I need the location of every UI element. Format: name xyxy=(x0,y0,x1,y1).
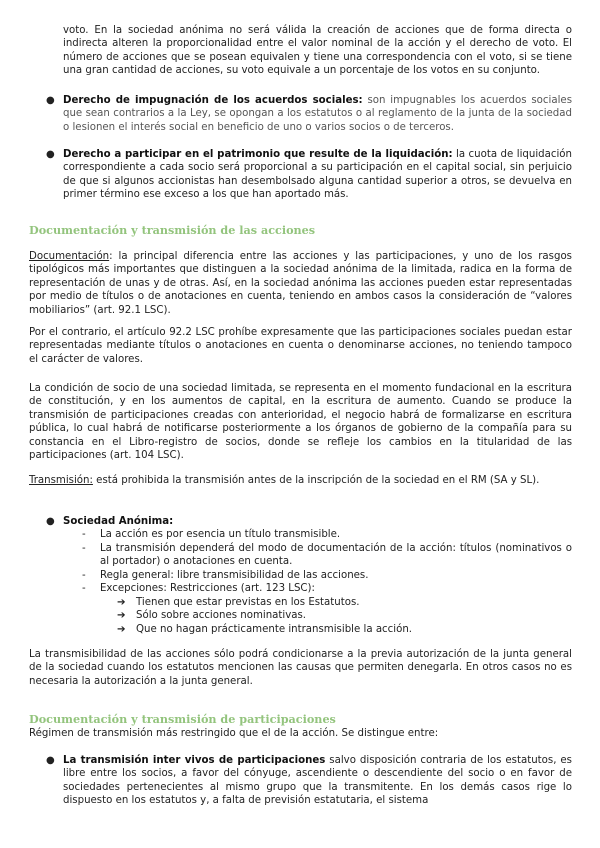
dash-icon: - xyxy=(82,529,86,540)
bullet-title: Derecho de impugnación de los acuerdos sociales: xyxy=(63,95,363,106)
bullet-icon: ● xyxy=(46,755,55,766)
paragraph-text: está prohibida la transmisión antes de la inscripción de la sociedad en el RM (SA y SL). xyxy=(92,475,540,486)
bullet-impugnacion xyxy=(63,94,572,134)
section-heading-acciones: Documentación y transmisión de las acciones xyxy=(29,223,316,237)
sub-list-item: Tienen que estar previstas en los Estatutos. xyxy=(136,597,360,608)
paragraph-condicion-socio: La condición de socio de una sociedad limitada, se representa en el momento fundacional en la escritura de constitución, y en los aumentos de capital, en la escritura de aumento. Cuando se produce la transmisión de participaciones creadas con anterioridad, el negocio habrá de formalizarse en escritura pública, lo cual habrá de notificarse posteriormente a los órganos de gobierno de la compañía para su constancia en el Libro-registro de socios, donde se refleje los cambios en la titularidad de las participaciones (art. 104 LSC). xyxy=(29,383,572,462)
list-item: La acción es por esencia un título transmisible. xyxy=(100,529,341,540)
bullet-inter-vivos xyxy=(63,754,572,808)
bullet-title: La transmisión inter vivos de participaciones xyxy=(63,755,326,766)
paragraph-text: : la principal diferencia entre las acciones y las participaciones, y uno de los rasgos tipológicos más importantes que distinguen a la sociedad anónima de la limitada, radica en la forma de representación de unas y de otras. Así, en la sociedad anónima las acciones pueden estar representadas por medio de títulos o de anotaciones en cuenta, teniendo en ambos casos la consideración de “valores mobiliarios” (art. 92.1 LSC). xyxy=(29,251,572,316)
bullet-icon: ● xyxy=(46,149,55,160)
list-item: Regla general: libre transmisibilidad de las acciones. xyxy=(100,570,369,581)
bullet-liquidacion xyxy=(63,148,572,202)
bullet-text: son impugnables los acuerdos sociales que sean contrarios a la Ley, se opongan a los estatutos o al reglamento de la junta de la sociedad o lesionen el interés social en beneficio de uno o varios socios o de terceros. xyxy=(63,95,572,133)
bullet-icon: ● xyxy=(46,516,55,527)
bullet-title: Sociedad Anónima: xyxy=(63,516,174,527)
term-label: Transmisión: xyxy=(29,475,93,486)
paragraph-documentacion xyxy=(29,250,572,317)
sub-list-item: Que no hagan prácticamente intransmisible la acción. xyxy=(136,624,413,635)
bullet-title: Derecho a participar en el patrimonio que resulte de la liquidación: xyxy=(63,149,453,160)
list-item: Excepciones: Restricciones (art. 123 LSC): xyxy=(100,583,315,594)
section-heading-participaciones: Documentación y transmisión de participaciones xyxy=(29,712,336,726)
paragraph-transmision xyxy=(29,474,572,487)
bullet-icon: ● xyxy=(46,95,55,106)
paragraph-voto: voto. En la sociedad anónima no será válida la creación de acciones que de forma directa o indirecta alteren la proporcionalidad entre el valor nominal de la acción y el derecho de voto. El número de acciones que se posean equivalen y tiene una correspondencia con el voto, si se tiene una gran cantidad de acciones, su voto equivale a un porcentaje de los votos en su conjunto. xyxy=(63,25,572,77)
term-label: Documentación xyxy=(29,251,110,262)
paragraph-art-92-2: Por el contrario, el artículo 92.2 LSC prohíbe expresamente que las participaciones sociales puedan estar representadas mediante títulos o anotaciones en cuenta o denominarse acciones, no teniendo tampoco el carácter de valores. xyxy=(29,327,572,365)
list-item: La transmisión dependerá del modo de documentación de la acción: títulos (nominativos o al portador) o anotaciones en cuenta. xyxy=(100,543,572,568)
sub-list-item: Sólo sobre acciones nominativas. xyxy=(136,610,307,621)
arrow-right-icon: ➔ xyxy=(117,597,126,608)
dash-icon: - xyxy=(82,543,86,554)
dash-icon: - xyxy=(82,570,86,581)
bullet-sociedad-anonima xyxy=(63,515,572,528)
dash-icon: - xyxy=(82,583,86,594)
arrow-right-icon: ➔ xyxy=(117,624,126,635)
arrow-right-icon: ➔ xyxy=(117,610,126,621)
bullet-text: la cuota de liquidación correspondiente a cada socio será proporcional a su participación en el capital social, sin perjuicio de que si algunos accionistas han desembolsado alguna cantidad superior a otros, se devuelva en primer término ese exceso a los que han aportado más. xyxy=(63,149,572,201)
paragraph-regimen: Régimen de transmisión más restringido que el de la acción. Se distingue entre: xyxy=(29,728,439,739)
paragraph-transmisibilidad: La transmisibilidad de las acciones sólo podrá condicionarse a la previa autorización de la junta general de la sociedad cuando los estatutos mencionen las causas que permiten denegarla. En otros casos no es necesaria la autorización a la junta general. xyxy=(29,649,572,687)
bullet-text: salvo disposición contraria de los estatutos, es libre entre los socios, a favor del cónyuge, ascendiente o descendiente del socio o en favor de sociedades pertenecientes al mismo grupo que la transmitente. En los demás casos rige lo dispuesto en los estatutos y, a falta de previsión estatutaria, el sistema xyxy=(63,755,572,807)
